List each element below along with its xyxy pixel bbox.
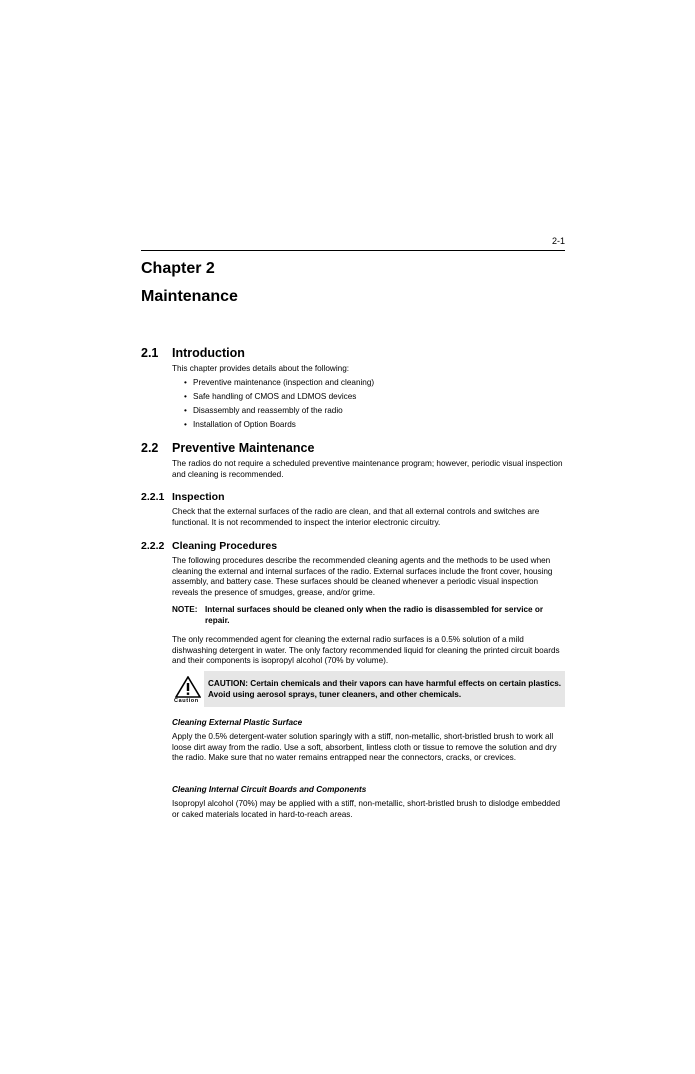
caution-icon-label: Caution — [174, 698, 199, 704]
chapter-label: Chapter 2 — [141, 260, 215, 277]
section-title: Introduction — [172, 346, 245, 360]
note-label: NOTE: — [172, 605, 198, 614]
page-number: 2-1 — [551, 236, 565, 246]
inspection-body: Check that the external surfaces of the radio are clean, and that all external controls and switches are functional. It is not recommended to inspect the interior electronic circuitry. — [172, 507, 540, 527]
subsection-title: Inspection — [172, 491, 225, 503]
section-number: 2.2 — [141, 441, 159, 455]
header-rule — [141, 250, 565, 251]
list-item: • Safe handling of CMOS and LDMOS devices — [184, 392, 357, 401]
list-item: • Installation of Option Boards — [184, 420, 296, 429]
subsection-heading-cleaning-procedures — [141, 540, 277, 552]
section-number: 2.1 — [141, 346, 159, 360]
chapter-title: Maintenance — [141, 288, 238, 305]
caution-text: CAUTION: Certain chemicals and their vapors can have harmful effects on certain plastics. Avoid using aerosol sprays, tuner cleaners, and other chemicals. — [204, 671, 565, 707]
cleaning-agent-body: The only recommended agent for cleaning the external radio surfaces is a 0.5% solution of a mild dishwashing detergent in water. The only factory recommended liquid for cleaning the printed circuit boards and their components is isopropyl alcohol (70% by volume). — [172, 635, 560, 666]
section-title: Preventive Maintenance — [172, 441, 315, 455]
bullet-icon: • — [184, 420, 187, 429]
preventive-body: The radios do not require a scheduled preventive maintenance program; however, periodic visual inspection and cleaning is recommended. — [172, 459, 563, 479]
cleaning-external-body: Apply the 0.5% detergent-water solution sparingly with a stiff, non-metallic, short-bristled brush to work all loose dirt away from the radio. Use a soft, absorbent, lintless cloth or tissue to remove the solution and dry the radio. Make sure that no water remains entrapped near the connectors, cracks, or crevices. — [172, 732, 557, 763]
intro-lead: This chapter provides details about the following: — [172, 364, 350, 373]
cleaning-internal-body: Isopropyl alcohol (70%) may be applied with a stiff, non-metallic, short-bristled brush to dislodge embedded or caked materials located in hard-to-reach areas. — [172, 799, 561, 819]
subsection-number: 2.2.2 — [141, 540, 165, 552]
intro-bullet-list — [184, 378, 374, 434]
caution-callout — [172, 671, 565, 707]
bullet-icon: • — [184, 378, 187, 387]
section-heading-preventive-maintenance — [141, 441, 314, 455]
section-heading-introduction — [141, 346, 245, 360]
list-item: • Disassembly and reassembly of the radio — [184, 406, 343, 415]
list-item: • Preventive maintenance (inspection and cleaning) — [184, 378, 375, 387]
cleaning-internal-heading: Cleaning Internal Circuit Boards and Components — [172, 785, 367, 794]
note-callout — [172, 605, 565, 626]
cleaning-external-heading: Cleaning External Plastic Surface — [172, 718, 303, 727]
subsection-heading-inspection — [141, 491, 225, 503]
cleaning-body: The following procedures describe the recommended cleaning agents and the methods to be used when cleaning the external and internal surfaces of the radio. External surfaces include the front cover, housing assembly, and battery case. These surfaces should be cleaned whenever a periodic visual inspection reveals the presence of smudges, grease, and/or grime. — [172, 556, 553, 597]
subsection-title: Cleaning Procedures — [172, 540, 278, 552]
bullet-icon: • — [184, 406, 187, 415]
subsection-number: 2.2.1 — [141, 491, 165, 503]
note-text: Internal surfaces should be cleaned only when the radio is disassembled for service or repair. — [205, 605, 544, 625]
bullet-icon: • — [184, 392, 187, 401]
caution-icon — [172, 671, 204, 707]
warning-triangle-icon — [175, 676, 201, 698]
